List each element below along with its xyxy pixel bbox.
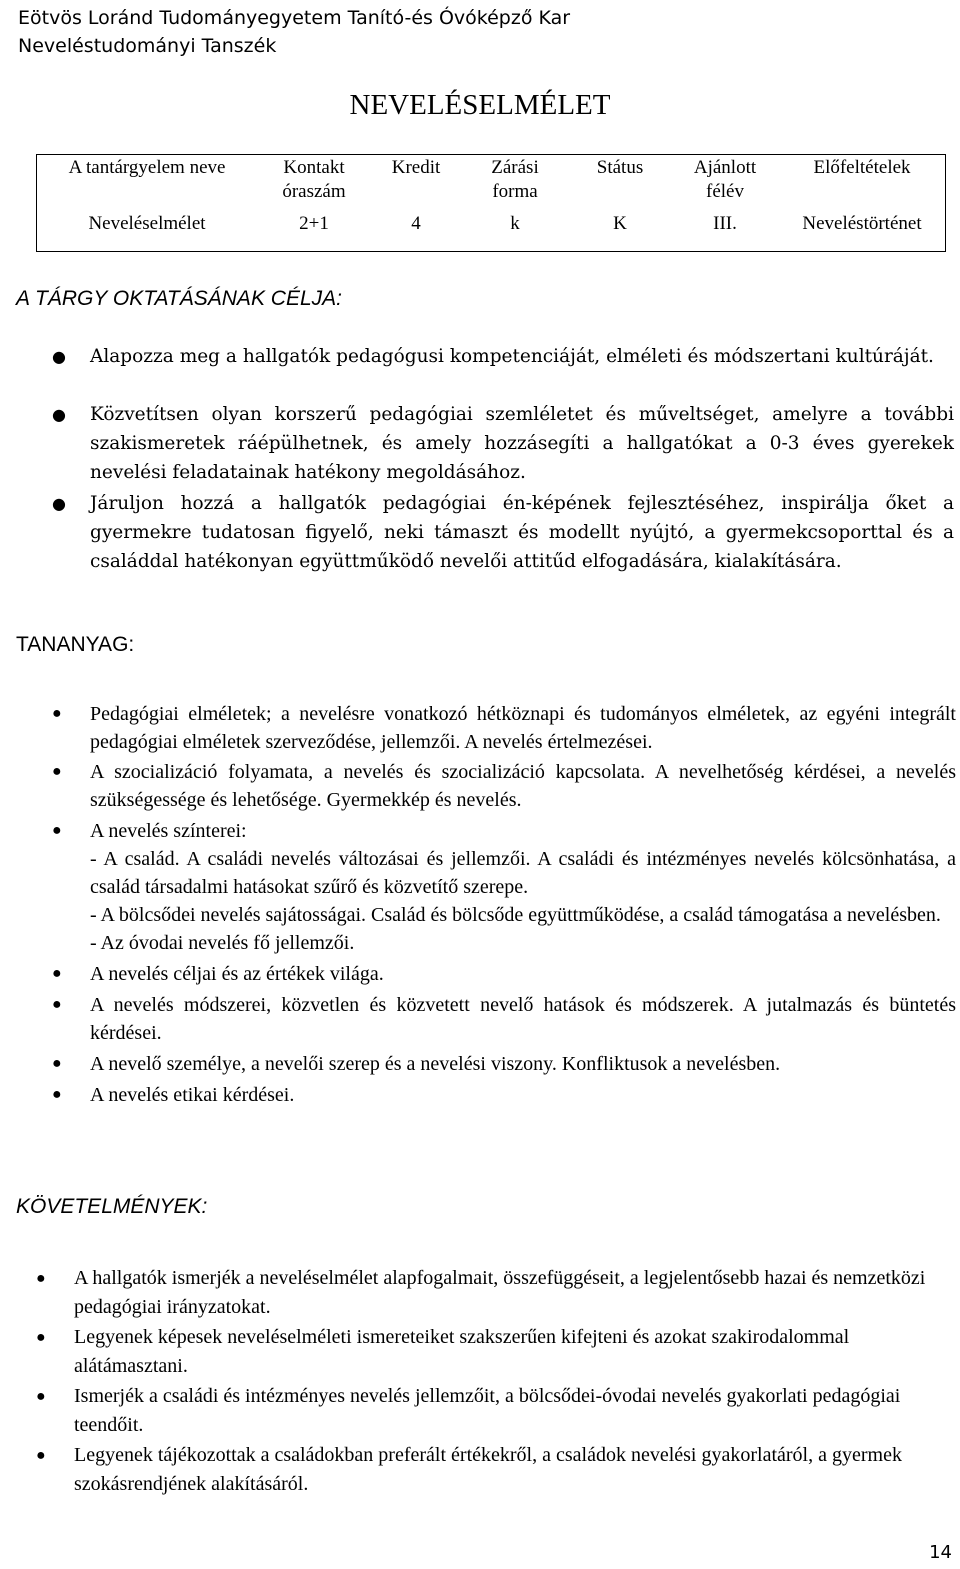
department-name: Neveléstudományi Tanszék — [18, 35, 277, 57]
list-item — [52, 817, 956, 957]
list-item-text: Közvetítsen olyan korszerű pedagógiai szemléletet és műveltséget, amelyre a további szakismeretek ráépülhetnek, és amely hozzásegíti a hallgatókat a 0-3 éves gyerekek nevelési feladatainak hatékony megoldásához. — [90, 404, 954, 483]
list-item — [36, 1323, 934, 1381]
page-number: 14 — [929, 1542, 952, 1563]
table-cell: 4 — [411, 213, 421, 234]
table-cell: III. — [713, 213, 737, 234]
table-header-cell: Kontakt óraszám — [282, 157, 346, 202]
table-header-cell: Kredit — [391, 157, 441, 178]
list-item-text: Legyenek képesek neveléselméleti ismereteiket szakszerűen kifejteni és azokat szakirodalommal alátámasztani. — [74, 1326, 850, 1377]
list-item-text: A nevelő személye, a nevelői szerep és a nevelési viszony. Konfliktusok a nevelésben. — [90, 1053, 781, 1075]
bullet-icon: ● — [52, 763, 62, 780]
requirements-list — [36, 1264, 934, 1500]
table-cell: Neveléselmélet — [88, 213, 206, 234]
list-item — [52, 400, 954, 487]
list-item — [52, 1081, 956, 1109]
requirements-heading: KÖVETELMÉNYEK: — [16, 1195, 208, 1218]
list-item-text: A hallgatók ismerjék a neveléselmélet alapfogalmait, összefüggéseit, a legjelentősebb hazai és nemzetközi pedagógiai irányzatokat. — [74, 1267, 926, 1318]
list-item — [36, 1382, 934, 1440]
bullet-icon: ● — [52, 1055, 62, 1072]
table-header-cell: A tantárgyelem neve — [68, 157, 226, 178]
bullet-icon: ● — [36, 1388, 46, 1405]
sub-item-family: - A család. A családi nevelés változásai és jellemzői. A családi és intézményes nevelés kölcsönhatása, a család társadalmi hatásokat szűrő és közvetítő szerepe. — [90, 848, 956, 898]
table-cell: K — [613, 213, 627, 234]
list-item — [52, 700, 956, 756]
document-title: NEVELÉSELMÉLET — [349, 89, 611, 121]
bullet-icon: ● — [52, 705, 62, 722]
bullet-icon: ● — [52, 494, 66, 513]
list-item-text: A szocializáció folyamata, a nevelés és szocializáció kapcsolata. A nevelhetőség kérdései, a nevelés szükségessége és lehetősége. Gyermekkép és nevelés. — [90, 761, 956, 811]
list-item-text: Ismerjék a családi és intézményes nevelés jellemzőit, a bölcsődei-óvodai nevelés gyakorlati pedagógiai teendőit. — [74, 1385, 901, 1436]
bullet-icon: ● — [36, 1329, 46, 1346]
list-item-text: A nevelés színterei: — [90, 820, 247, 842]
table-cell: k — [510, 213, 520, 234]
curriculum-list — [52, 700, 956, 1109]
sub-item-kindergarten: - Az óvodai nevelés fő jellemzői. — [90, 932, 355, 954]
bullet-icon: ● — [52, 1086, 62, 1103]
list-item-text: Járuljon hozzá a hallgatók pedagógiai én-képének fejlesztéséhez, inspirálja őket a gyermekre tudatosan figyelő, neki támaszt és modellt nyújtó, a gyermekcsoporttal és a családdal hatékonyan együttműködő nevelői attitűd elfogadására, kialakítására. — [90, 493, 954, 572]
list-item-text: A nevelés módszerei, közvetlen és közvetett nevelő hatások és módszerek. A jutalmazás és büntetés kérdései. — [90, 994, 956, 1044]
list-item — [52, 1050, 956, 1078]
bullet-icon: ● — [36, 1447, 46, 1464]
list-item — [36, 1264, 934, 1322]
goals-heading: A TÁRGY OKTATÁSÁNAK CÉLJA: — [16, 287, 342, 310]
institution-name: Eötvös Loránd Tudományegyetem Tanító-és Óvóképző Kar — [18, 7, 571, 29]
list-item-text: Alapozza meg a hallgatók pedagógusi kompetenciáját, elméleti és módszertani kultúráját. — [90, 346, 934, 367]
goals-list — [52, 342, 954, 576]
bullet-icon: ● — [52, 347, 66, 366]
table-row — [36, 212, 946, 254]
list-item — [52, 489, 954, 576]
list-item — [36, 1441, 934, 1499]
course-info-table — [36, 154, 946, 254]
table-cell: 2+1 — [299, 213, 329, 234]
list-item — [52, 342, 954, 400]
curriculum-heading: TANANYAG: — [16, 633, 135, 656]
table-cell: Neveléstörténet — [802, 213, 922, 234]
sub-item-nursery: - A bölcsődei nevelés sajátosságai. Család és bölcsőde együttműködése, a család támogatása a nevelésben. — [90, 904, 941, 926]
list-item — [52, 991, 956, 1047]
table-header-cell: Zárási forma — [491, 157, 539, 202]
list-item — [52, 960, 956, 988]
table-header-row — [36, 154, 946, 212]
table-header-cell: Előfeltételek — [813, 157, 911, 178]
bullet-icon: ● — [52, 822, 62, 839]
list-item — [52, 758, 956, 814]
bullet-icon: ● — [36, 1270, 46, 1287]
list-item-text: Legyenek tájékozottak a családokban preferált értékekről, a családok nevelési gyakorlatáról, a gyermek szokásrendjének alakításáról. — [74, 1444, 902, 1495]
bullet-icon: ● — [52, 405, 66, 424]
list-item-text: A nevelés céljai és az értékek világa. — [90, 963, 384, 985]
list-item-text: Pedagógiai elméletek; a nevelésre vonatkozó hétköznapi és tudományos elméletek, az egyéni integrált pedagógiai elméletek szerveződése, jellemzői. A nevelés értelmezései. — [90, 703, 956, 753]
table-header-cell: Ajánlott félév — [693, 157, 757, 202]
list-item-text: A nevelés etikai kérdései. — [90, 1084, 295, 1106]
table-header-cell: Státus — [596, 157, 644, 178]
bullet-icon: ● — [52, 996, 62, 1013]
bullet-icon: ● — [52, 965, 62, 982]
